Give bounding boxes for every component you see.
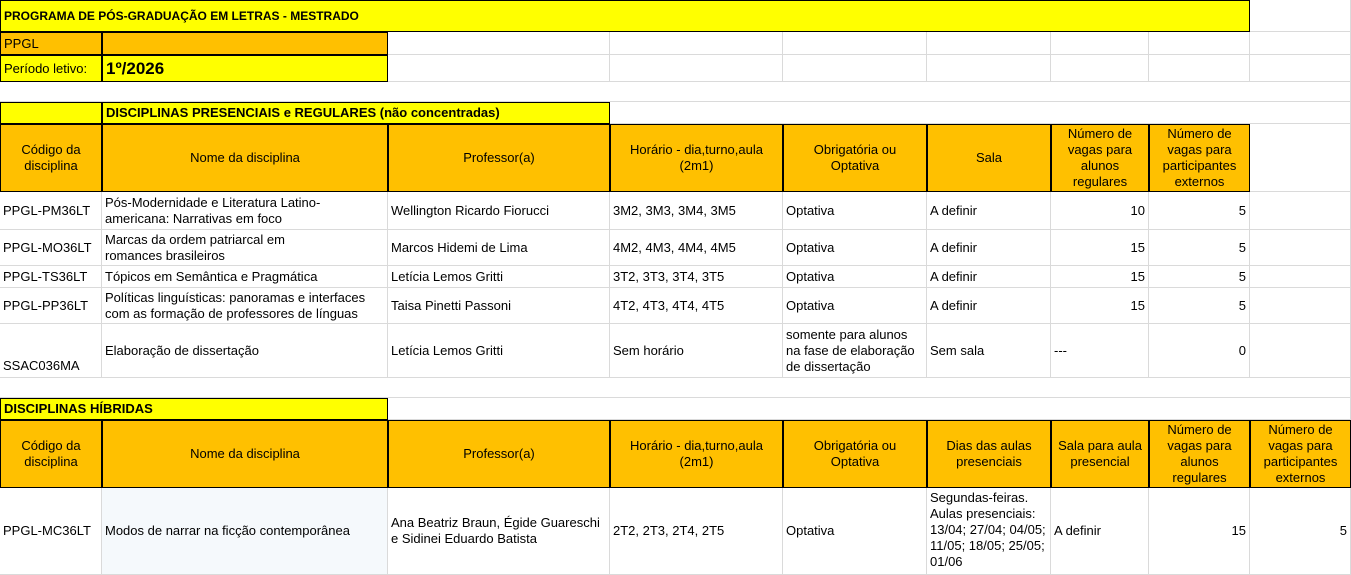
table-row-professor[interactable] bbox=[388, 266, 610, 288]
col-header-days-label: Dias das aulas presenciais bbox=[946, 438, 1032, 469]
table-row-regular-seats[interactable] bbox=[1149, 488, 1250, 575]
col-header-name[interactable] bbox=[102, 420, 388, 488]
table-row-external-seats[interactable] bbox=[1149, 230, 1250, 266]
table-row-name[interactable] bbox=[102, 488, 388, 575]
section-regular-title-cell[interactable] bbox=[102, 102, 610, 124]
table-row-room[interactable] bbox=[927, 288, 1051, 324]
course-code: SSAC036MA bbox=[3, 358, 80, 373]
col-header-type-label: Obrigatória ou Optativa bbox=[813, 142, 897, 173]
course-schedule: Sem horário bbox=[613, 342, 684, 358]
course-external-seats: 5 bbox=[1339, 523, 1347, 538]
empty-cell[interactable] bbox=[1250, 32, 1351, 55]
col-header-external-seats[interactable] bbox=[1250, 420, 1351, 488]
course-professor: Wellington Ricardo Fiorucci bbox=[391, 202, 549, 218]
course-code: PPGL-TS36LT bbox=[3, 268, 88, 284]
course-room: A definir bbox=[930, 239, 977, 255]
table-row-professor[interactable] bbox=[388, 230, 610, 266]
course-regular-seats: 10 bbox=[1130, 202, 1145, 218]
table-row-name[interactable] bbox=[102, 266, 388, 288]
table-row-schedule[interactable] bbox=[610, 230, 783, 266]
table-row-regular-seats[interactable] bbox=[1051, 230, 1149, 266]
course-room: Sem sala bbox=[930, 342, 985, 358]
program-code-value-cell[interactable] bbox=[102, 32, 388, 55]
section-regular-title: DISCIPLINAS PRESENCIAIS e REGULARES (não concentradas) bbox=[106, 105, 500, 120]
empty-cell[interactable] bbox=[783, 55, 927, 82]
col-header-name-label: Nome da disciplina bbox=[190, 150, 300, 165]
empty-cell[interactable] bbox=[927, 32, 1051, 55]
table-row-room[interactable] bbox=[927, 230, 1051, 266]
table-row-code[interactable] bbox=[0, 288, 102, 324]
col-header-room-label: Sala bbox=[975, 150, 1003, 165]
empty-cell[interactable] bbox=[1250, 192, 1351, 230]
empty-cell[interactable] bbox=[610, 32, 783, 55]
col-header-type[interactable] bbox=[783, 420, 927, 488]
col-header-type-label: Obrigatória ou Optativa bbox=[813, 438, 897, 469]
table-row-days[interactable] bbox=[927, 488, 1051, 575]
col-header-professor-label: Professor(a) bbox=[463, 150, 535, 165]
course-external-seats: 0 bbox=[1238, 342, 1246, 358]
col-header-regular-seats-label: Número de vagas para alunos regulares bbox=[1167, 422, 1232, 485]
course-schedule: 4T2, 4T3, 4T4, 4T5 bbox=[613, 297, 725, 313]
course-room: A definir bbox=[930, 268, 977, 284]
course-type: Optativa bbox=[786, 202, 835, 218]
empty-cell[interactable] bbox=[388, 32, 610, 55]
col-header-room[interactable] bbox=[1051, 420, 1149, 488]
course-regular-seats: 15 bbox=[1130, 239, 1145, 255]
table-row-external-seats[interactable] bbox=[1250, 488, 1351, 575]
program-code: PPGL bbox=[4, 35, 39, 51]
course-code: PPGL-MC36LT bbox=[3, 523, 91, 538]
empty-cell[interactable] bbox=[1149, 55, 1250, 82]
table-row-schedule[interactable] bbox=[610, 324, 783, 378]
empty-row[interactable] bbox=[0, 378, 1351, 398]
course-external-seats: 5 bbox=[1238, 202, 1246, 218]
col-header-room-label: Sala para aula presencial bbox=[1058, 438, 1142, 469]
col-header-schedule-label: Horário - dia,turno,aula (2m1) bbox=[630, 438, 763, 469]
table-row-external-seats[interactable] bbox=[1149, 288, 1250, 324]
course-name: Marcas da ordem patriarcal em romances brasileiros bbox=[105, 231, 285, 263]
col-header-regular-seats[interactable] bbox=[1051, 124, 1149, 192]
col-header-days[interactable] bbox=[927, 420, 1051, 488]
empty-cell[interactable] bbox=[388, 55, 610, 82]
section-hybrid-title-cell[interactable] bbox=[0, 398, 388, 420]
period-label: Período letivo: bbox=[4, 60, 88, 76]
program-code-cell[interactable] bbox=[0, 32, 102, 55]
table-row-type[interactable] bbox=[783, 266, 927, 288]
empty-cell[interactable] bbox=[388, 398, 1351, 420]
course-professor: Marcos Hidemi de Lima bbox=[391, 239, 528, 255]
course-schedule: 2T2, 2T3, 2T4, 2T5 bbox=[613, 523, 725, 538]
col-header-room[interactable] bbox=[927, 124, 1051, 192]
course-type: Optativa bbox=[786, 297, 835, 313]
course-type: Optativa bbox=[786, 523, 835, 538]
table-row-professor[interactable] bbox=[388, 488, 610, 575]
course-professor: Letícia Lemos Gritti bbox=[391, 268, 503, 284]
empty-cell[interactable] bbox=[1250, 288, 1351, 324]
col-header-schedule[interactable] bbox=[610, 420, 783, 488]
col-header-code-label: Código da disciplina bbox=[21, 438, 81, 469]
table-row-external-seats[interactable] bbox=[1149, 324, 1250, 378]
course-regular-seats: --- bbox=[1054, 342, 1067, 358]
course-regular-seats: 15 bbox=[1231, 523, 1246, 538]
empty-cell[interactable] bbox=[1250, 324, 1351, 378]
table-row-room[interactable] bbox=[927, 324, 1051, 378]
course-external-seats: 5 bbox=[1238, 239, 1246, 255]
table-row-schedule[interactable] bbox=[610, 192, 783, 230]
col-header-external-seats-label: Número de vagas para participantes externos bbox=[1263, 422, 1338, 485]
course-schedule: 4M2, 4M3, 4M4, 4M5 bbox=[613, 239, 736, 255]
course-name: Políticas linguísticas: panoramas e interfaces com as formação de professores de línguas bbox=[105, 289, 366, 321]
table-row-code[interactable] bbox=[0, 324, 102, 378]
empty-cell[interactable] bbox=[1250, 266, 1351, 288]
course-code: PPGL-PM36LT bbox=[3, 202, 91, 218]
course-external-seats: 5 bbox=[1238, 297, 1246, 313]
table-row-code[interactable] bbox=[0, 192, 102, 230]
program-title: PROGRAMA DE PÓS-GRADUAÇÃO EM LETRAS - MESTRADO bbox=[4, 9, 359, 23]
course-professor: Taisa Pinetti Passoni bbox=[391, 297, 511, 313]
col-header-professor-label: Professor(a) bbox=[463, 446, 535, 461]
table-row-regular-seats[interactable] bbox=[1051, 192, 1149, 230]
table-row-code[interactable] bbox=[0, 488, 102, 575]
empty-cell[interactable] bbox=[783, 32, 927, 55]
col-header-type[interactable] bbox=[783, 124, 927, 192]
course-type: somente para alunos na fase de elaboração de dissertação bbox=[786, 326, 915, 374]
col-header-name[interactable] bbox=[102, 124, 388, 192]
empty-cell[interactable] bbox=[1250, 124, 1351, 192]
table-row-schedule[interactable] bbox=[610, 288, 783, 324]
course-schedule: 3T2, 3T3, 3T4, 3T5 bbox=[613, 268, 725, 284]
table-row-type[interactable] bbox=[783, 230, 927, 266]
period-value: 1º/2026 bbox=[106, 58, 165, 78]
course-type: Optativa bbox=[786, 239, 835, 255]
course-name: Pós-Modernidade e Literatura Latino-americana: Narrativas em foco bbox=[105, 194, 321, 226]
table-row-regular-seats[interactable] bbox=[1051, 266, 1149, 288]
table-row-room[interactable] bbox=[1051, 488, 1149, 575]
table-row-external-seats[interactable] bbox=[1149, 192, 1250, 230]
table-row-professor[interactable] bbox=[388, 324, 610, 378]
course-professor: Letícia Lemos Gritti bbox=[391, 342, 503, 358]
course-name: Modos de narrar na ficção contemporânea bbox=[105, 523, 350, 538]
course-external-seats: 5 bbox=[1238, 268, 1246, 284]
section-regular-corner-cell[interactable] bbox=[0, 102, 102, 124]
empty-cell[interactable] bbox=[1250, 55, 1351, 82]
table-row-external-seats[interactable] bbox=[1149, 266, 1250, 288]
table-row-type[interactable] bbox=[783, 324, 927, 378]
empty-cell[interactable] bbox=[1250, 0, 1351, 32]
col-header-professor[interactable] bbox=[388, 124, 610, 192]
col-header-code[interactable] bbox=[0, 420, 102, 488]
col-header-schedule[interactable] bbox=[610, 124, 783, 192]
table-row-room[interactable] bbox=[927, 266, 1051, 288]
empty-cell[interactable] bbox=[1250, 230, 1351, 266]
empty-cell[interactable] bbox=[610, 55, 783, 82]
empty-row[interactable] bbox=[0, 82, 1351, 102]
table-row-type[interactable] bbox=[783, 288, 927, 324]
course-code: PPGL-MO36LT bbox=[3, 239, 92, 255]
table-row-schedule[interactable] bbox=[610, 266, 783, 288]
table-row-name[interactable] bbox=[102, 288, 388, 324]
table-row-name[interactable] bbox=[102, 230, 388, 266]
table-row-code[interactable] bbox=[0, 230, 102, 266]
empty-cell[interactable] bbox=[610, 102, 1351, 124]
empty-cell[interactable] bbox=[927, 55, 1051, 82]
table-row-schedule[interactable] bbox=[610, 488, 783, 575]
course-schedule: 3M2, 3M3, 3M4, 3M5 bbox=[613, 202, 736, 218]
empty-cell[interactable] bbox=[1149, 32, 1250, 55]
table-row-type[interactable] bbox=[783, 192, 927, 230]
table-row-regular-seats[interactable] bbox=[1051, 288, 1149, 324]
table-row-name[interactable] bbox=[102, 324, 388, 378]
empty-cell[interactable] bbox=[1051, 32, 1149, 55]
table-row-professor[interactable] bbox=[388, 192, 610, 230]
col-header-external-seats-label: Número de vagas para participantes externos bbox=[1162, 126, 1237, 189]
course-room: A definir bbox=[930, 202, 977, 218]
program-title-cell[interactable] bbox=[0, 0, 1250, 32]
col-header-name-label: Nome da disciplina bbox=[190, 446, 300, 461]
period-label-cell[interactable] bbox=[0, 55, 102, 82]
course-room: A definir bbox=[1054, 523, 1101, 538]
col-header-code[interactable] bbox=[0, 124, 102, 192]
empty-cell[interactable] bbox=[1051, 55, 1149, 82]
col-header-code-label: Código da disciplina bbox=[21, 142, 81, 173]
course-regular-seats: 15 bbox=[1130, 268, 1145, 284]
course-name: Elaboração de dissertação bbox=[105, 342, 259, 358]
course-name: Tópicos em Semântica e Pragmática bbox=[105, 268, 318, 284]
col-header-external-seats[interactable] bbox=[1149, 124, 1250, 192]
course-professor: Ana Beatriz Braun, Égide Guareschi e Sidinei Eduardo Batista bbox=[391, 515, 600, 546]
course-days: Segundas-feiras. Aulas presenciais: 13/04; 27/04; 04/05; 11/05; 18/05; 25/05; 01/06 bbox=[930, 490, 1046, 569]
table-row-name[interactable] bbox=[102, 192, 388, 230]
section-hybrid-title: DISCIPLINAS HÍBRIDAS bbox=[4, 401, 153, 416]
course-regular-seats: 15 bbox=[1130, 297, 1145, 313]
course-type: Optativa bbox=[786, 268, 835, 284]
table-row-regular-seats[interactable] bbox=[1051, 324, 1149, 378]
course-code: PPGL-PP36LT bbox=[3, 297, 89, 313]
table-row-room[interactable] bbox=[927, 192, 1051, 230]
col-header-schedule-label: Horário - dia,turno,aula (2m1) bbox=[630, 142, 763, 173]
col-header-professor[interactable] bbox=[388, 420, 610, 488]
table-row-code[interactable] bbox=[0, 266, 102, 288]
course-room: A definir bbox=[930, 297, 977, 313]
table-row-professor[interactable] bbox=[388, 288, 610, 324]
col-header-regular-seats-label: Número de vagas para alunos regulares bbox=[1067, 126, 1133, 189]
period-value-cell[interactable] bbox=[102, 55, 388, 82]
col-header-regular-seats[interactable] bbox=[1149, 420, 1250, 488]
table-row-type[interactable] bbox=[783, 488, 927, 575]
